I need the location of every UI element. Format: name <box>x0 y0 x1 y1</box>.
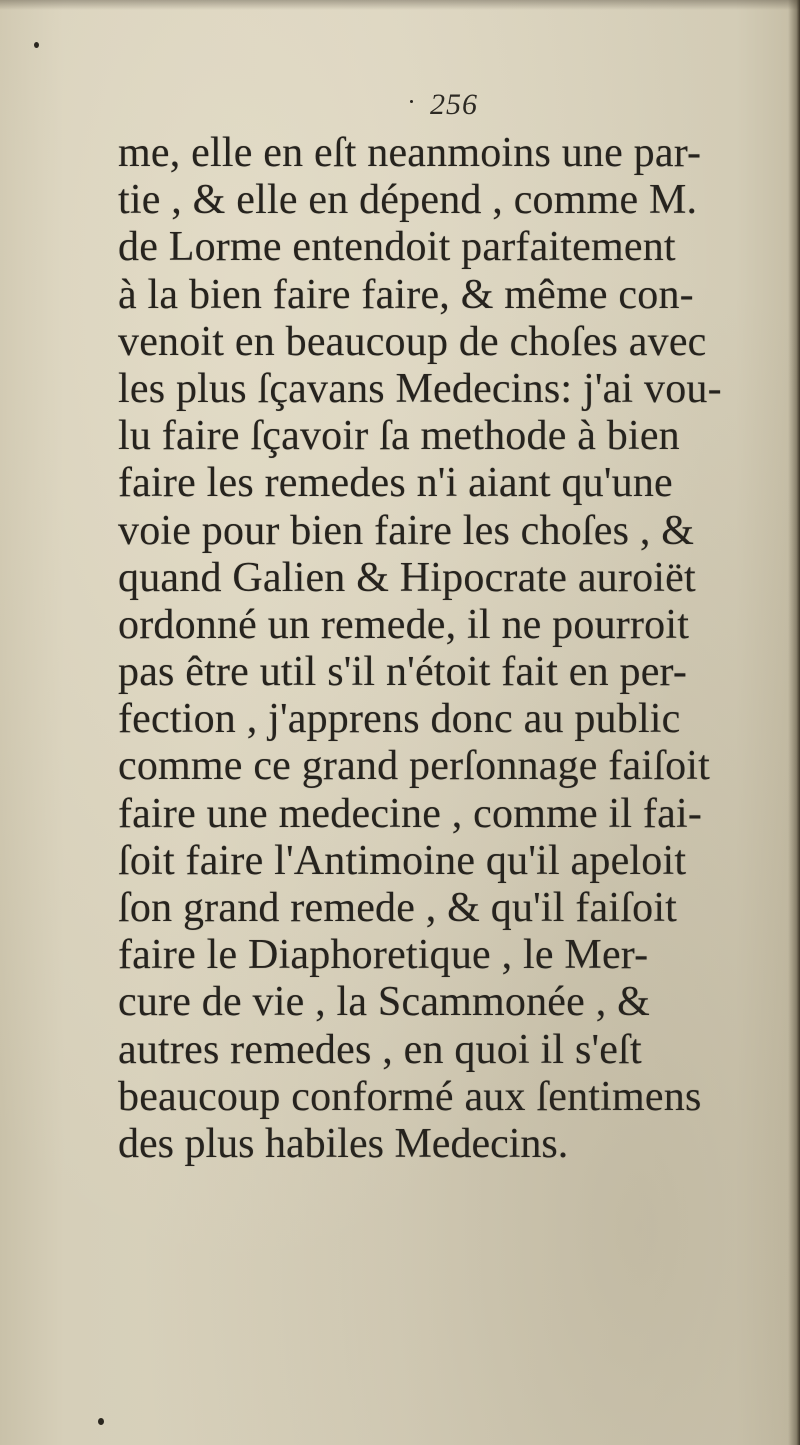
text-line: ſon grand remede , & qu'il faiſoit <box>118 885 678 931</box>
text-line: autres remedes , en quoi il s'eſt <box>118 1026 642 1073</box>
page-number: 256 <box>430 88 478 121</box>
text-line: comme ce grand perſonnage faiſoit <box>118 743 711 790</box>
text-line: les plus ſçavans Medecins: j'ai vou- <box>118 365 722 412</box>
body-text <box>118 130 790 1168</box>
text-line: faire les remedes n'i aiant qu'une <box>118 460 673 507</box>
ink-speck <box>98 1418 104 1425</box>
text-line: me, elle en eſt neanmoins une par- <box>118 130 702 176</box>
text-line: faire une medecine , comme il fai- <box>118 790 703 837</box>
text-line: faire le Diaphoretique , le Mer- <box>118 932 649 979</box>
text-line: quand Galien & Hipocrate auroiët <box>118 554 696 601</box>
text-line: pas être util s'il n'étoit fait en per- <box>118 649 688 696</box>
text-line: ordonné un remede, il ne pourroit <box>118 601 690 648</box>
text-line: cure de vie , la Scammonée , & <box>118 979 650 1026</box>
text-line: des plus habiles Medecins. <box>118 1120 569 1167</box>
text-line: beaucoup conformé aux ſentimens <box>118 1073 702 1120</box>
ink-speck <box>410 100 413 103</box>
text-line: ſoit faire l'Antimoine qu'il apeloit <box>118 837 687 884</box>
text-line: à la bien faire faire, & même con- <box>118 271 694 318</box>
page-top-shadow <box>0 0 800 10</box>
text-line: venoit en beaucoup de choſes avec <box>118 318 707 365</box>
ink-speck <box>34 42 39 48</box>
text-line: fection , j'apprens donc au public <box>118 696 681 743</box>
text-line: voie pour bien faire les choſes , & <box>118 507 695 554</box>
text-line: tie , & elle en dépend , comme M. <box>118 177 698 224</box>
text-line: lu faire ſçavoir ſa methode à bien <box>118 413 680 460</box>
text-line: de Lorme entendoit parfaitement <box>118 224 676 271</box>
